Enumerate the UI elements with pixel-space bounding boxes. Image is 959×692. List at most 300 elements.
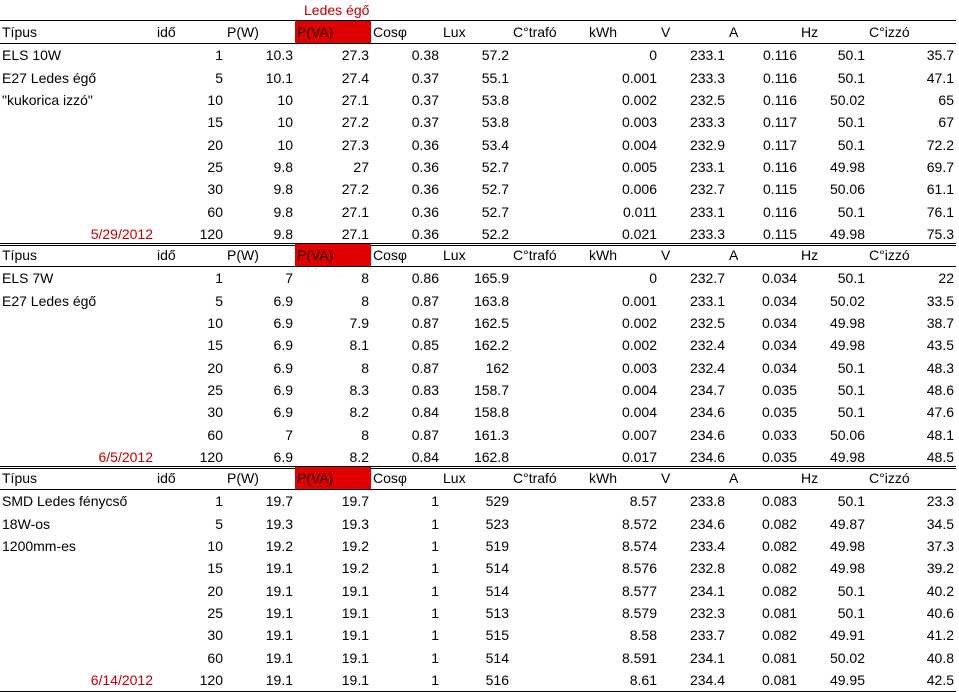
cell-voltage: 232.9	[689, 136, 725, 153]
cell-power-w: 6.9	[273, 292, 293, 309]
cell-time: 120	[155, 446, 225, 469]
cell-lux: 162.8	[441, 446, 511, 469]
measurement-table-3	[0, 466, 956, 692]
cell-bulb-temp: 40.8	[926, 649, 954, 666]
cell-lux: 516	[441, 669, 511, 692]
cell-trafo-temp	[511, 290, 587, 312]
cell-frequency: 50.1	[837, 69, 865, 86]
cell-power-w: 6.9	[273, 359, 293, 376]
cell-cos-phi: 0.83	[411, 381, 439, 398]
cell-kwh: 8.58	[629, 627, 657, 644]
cell-bulb-temp: 48.3	[926, 359, 954, 376]
cell-power-w: 6.9	[273, 337, 293, 354]
cell-power-va: 7.9	[349, 315, 369, 332]
cell-lux: 514	[485, 649, 509, 666]
header-time: idő	[155, 467, 225, 490]
cell-type: 6/14/2012	[0, 669, 155, 692]
cell-kwh: 0.004	[621, 404, 657, 421]
cell-type	[0, 356, 155, 378]
table-row	[0, 557, 956, 579]
header-type: Típus	[0, 244, 155, 267]
cell-bulb-temp: 40.2	[926, 582, 954, 599]
cell-time: 30	[207, 404, 223, 421]
cell-kwh: 0.021	[587, 223, 659, 246]
cell-kwh: 0.017	[587, 446, 659, 469]
cell-kwh: 8.576	[621, 560, 657, 577]
cell-power-w: 19.1	[265, 582, 293, 599]
cell-trafo-temp	[511, 602, 587, 624]
cell-frequency: 50.1	[837, 604, 865, 621]
cell-cos-phi: 0.37	[411, 69, 439, 86]
cell-voltage: 234.7	[689, 381, 725, 398]
cell-trafo-temp	[511, 379, 587, 401]
cell-voltage: 233.1	[689, 203, 725, 220]
cell-power-w: 9.8	[273, 158, 293, 175]
cell-power-va: 8	[361, 270, 369, 287]
cell-voltage: 233.3	[689, 114, 725, 131]
cell-cos-phi: 0.36	[411, 203, 439, 220]
table-row	[0, 133, 956, 155]
cell-bulb-temp: 23.3	[926, 493, 954, 510]
table-row	[0, 535, 956, 557]
header-frequency: Hz	[799, 467, 867, 490]
cell-kwh: 0.003	[621, 359, 657, 376]
header-row	[0, 21, 956, 44]
header-current: A	[727, 467, 799, 490]
header-voltage: V	[659, 21, 727, 44]
cell-current: 0.081	[727, 669, 799, 692]
cell-trafo-temp	[511, 356, 587, 378]
cell-bulb-temp: 43.5	[926, 337, 954, 354]
cell-lux: 53.8	[481, 114, 509, 131]
cell-current: 0.082	[761, 582, 797, 599]
cell-time: 10	[207, 538, 223, 555]
cell-power-w: 19.1	[265, 627, 293, 644]
cell-cos-phi: 1	[431, 582, 439, 599]
cell-type	[0, 312, 155, 334]
cell-cos-phi: 0.37	[411, 92, 439, 109]
header-frequency: Hz	[799, 244, 867, 267]
cell-current: 0.115	[763, 181, 797, 198]
cell-voltage: 232.4	[689, 337, 725, 354]
cell-power-w: 9.8	[225, 223, 295, 246]
sheet-title: Ledes égő	[304, 2, 370, 18]
cell-lux: 165.9	[473, 270, 509, 287]
cell-power-w: 10	[277, 136, 293, 153]
header-lux: Lux	[441, 467, 511, 490]
table-row	[0, 156, 956, 178]
cell-power-va: 19.1	[295, 669, 371, 692]
cell-current: 0.117	[763, 136, 797, 153]
cell-type: 5/29/2012	[0, 223, 155, 246]
cell-kwh: 8.579	[621, 604, 657, 621]
cell-power-va: 19.2	[341, 560, 369, 577]
cell-time: 10	[207, 92, 223, 109]
cell-current: 0.115	[727, 223, 799, 246]
cell-cos-phi: 1	[431, 649, 439, 666]
cell-cos-phi: 1	[431, 604, 439, 621]
cell-trafo-temp	[511, 624, 587, 646]
header-power-w: P(W)	[225, 21, 295, 44]
cell-kwh: 0.005	[621, 158, 657, 175]
cell-trafo-temp	[511, 334, 587, 356]
table-row	[0, 579, 956, 601]
cell-power-w: 6.9	[273, 404, 293, 421]
cell-cos-phi: 1	[431, 493, 439, 510]
cell-power-w: 6.9	[273, 315, 293, 332]
cell-frequency: 50.02	[829, 649, 865, 666]
cell-kwh: 0.003	[621, 114, 657, 131]
cell-lux: 52.7	[481, 203, 509, 220]
cell-time: 5	[215, 515, 223, 532]
cell-time: 1	[215, 493, 223, 510]
cell-time: 25	[207, 604, 223, 621]
cell-bulb-temp: 48.5	[867, 446, 956, 469]
table-row	[0, 267, 956, 290]
cell-time: 30	[207, 627, 223, 644]
header-bulb-temp: C°izzó	[867, 21, 956, 44]
cell-power-va: 8.2	[295, 446, 371, 469]
header-type: Típus	[0, 467, 155, 490]
cell-current: 0.034	[761, 315, 797, 332]
cell-cos-phi: 0.38	[411, 47, 439, 64]
cell-power-va: 8.1	[349, 337, 369, 354]
cell-voltage: 234.6	[689, 515, 725, 532]
cell-current: 0.083	[761, 493, 797, 510]
cell-bulb-temp: 37.3	[926, 538, 954, 555]
cell-trafo-temp	[511, 312, 587, 334]
cell-cos-phi: 1	[371, 669, 441, 692]
cell-power-w: 10	[277, 92, 293, 109]
cell-cos-phi: 0.84	[371, 446, 441, 469]
table-row	[0, 111, 956, 133]
header-power-va: P(VA)	[295, 244, 371, 267]
cell-lux: 162.2	[473, 337, 509, 354]
cell-frequency: 49.91	[829, 627, 865, 644]
cell-current: 0.034	[761, 359, 797, 376]
cell-kwh: 0.007	[621, 426, 657, 443]
cell-power-va: 27.1	[341, 203, 369, 220]
table-row	[0, 423, 956, 445]
cell-voltage: 232.7	[689, 270, 725, 287]
cell-voltage: 232.4	[689, 359, 725, 376]
table-row	[0, 401, 956, 423]
cell-lux: 529	[485, 493, 509, 510]
cell-kwh: 0.002	[621, 315, 657, 332]
cell-trafo-temp	[511, 178, 587, 200]
cell-power-va: 19.1	[341, 582, 369, 599]
cell-voltage: 233.3	[659, 223, 727, 246]
cell-trafo-temp	[511, 401, 587, 423]
cell-power-va: 27.4	[341, 69, 369, 86]
cell-power-va: 8	[361, 292, 369, 309]
cell-bulb-temp: 61.1	[926, 181, 954, 198]
cell-trafo-temp	[511, 579, 587, 601]
cell-power-w: 7	[285, 426, 293, 443]
cell-frequency: 50.1	[837, 47, 865, 64]
table-row	[0, 290, 956, 312]
cell-power-va: 19.3	[341, 515, 369, 532]
cell-current: 0.082	[761, 538, 797, 555]
cell-trafo-temp	[511, 669, 587, 692]
cell-kwh: 8.574	[621, 538, 657, 555]
table-row	[0, 624, 956, 646]
cell-voltage: 233.7	[689, 627, 725, 644]
header-bulb-temp: C°izzó	[867, 244, 956, 267]
table-row	[0, 89, 956, 111]
cell-power-w: 10	[277, 114, 293, 131]
cell-frequency: 50.1	[837, 381, 865, 398]
cell-current: 0.081	[761, 649, 797, 666]
cell-time: 20	[207, 582, 223, 599]
cell-time: 120	[155, 223, 225, 246]
cell-lux: 57.2	[481, 47, 509, 64]
cell-kwh: 0.001	[621, 292, 657, 309]
cell-bulb-temp: 47.1	[926, 69, 954, 86]
header-lux: Lux	[441, 244, 511, 267]
cell-power-va: 27	[353, 158, 369, 175]
cell-bulb-temp: 38.7	[926, 315, 954, 332]
cell-power-w: 19.7	[265, 493, 293, 510]
cell-bulb-temp: 76.1	[926, 203, 954, 220]
cell-power-va: 8.2	[349, 404, 369, 421]
header-trafo-temp: C°trafó	[511, 244, 587, 267]
cell-lux: 161.3	[473, 426, 509, 443]
cell-cos-phi: 0.37	[411, 114, 439, 131]
cell-power-w: 19.2	[265, 538, 293, 555]
cell-time: 60	[207, 426, 223, 443]
cell-voltage: 232.5	[689, 315, 725, 332]
table-row	[0, 379, 956, 401]
cell-kwh: 0.006	[621, 181, 657, 198]
cell-cos-phi: 1	[431, 627, 439, 644]
table-row	[0, 490, 956, 513]
cell-type: E27 Ledes égő	[2, 69, 97, 86]
cell-type	[0, 423, 155, 445]
cell-type: ELS 10W	[2, 47, 62, 64]
cell-power-w: 10.3	[265, 47, 293, 64]
cell-current: 0.116	[763, 158, 797, 175]
cell-cos-phi: 0.36	[411, 136, 439, 153]
cell-voltage: 232.5	[689, 92, 725, 109]
cell-cos-phi: 1	[431, 538, 439, 555]
cell-power-w: 19.3	[265, 515, 293, 532]
cell-trafo-temp	[511, 513, 587, 535]
cell-cos-phi: 1	[431, 560, 439, 577]
cell-frequency: 49.98	[829, 337, 865, 354]
cell-type	[0, 334, 155, 356]
cell-trafo-temp	[511, 646, 587, 668]
table-row	[0, 312, 956, 334]
cell-frequency: 49.98	[799, 223, 867, 246]
cell-power-va: 27.3	[341, 47, 369, 64]
cell-trafo-temp	[511, 89, 587, 111]
cell-trafo-temp	[511, 133, 587, 155]
cell-voltage: 233.8	[689, 493, 725, 510]
cell-power-w: 9.8	[273, 203, 293, 220]
header-row	[0, 244, 956, 267]
cell-lux: 163.8	[473, 292, 509, 309]
cell-frequency: 50.06	[829, 181, 865, 198]
cell-kwh: 8.591	[621, 649, 657, 666]
cell-frequency: 50.1	[837, 114, 865, 131]
cell-current: 0.116	[763, 47, 797, 64]
cell-lux: 162	[485, 359, 509, 376]
cell-voltage: 234.6	[689, 404, 725, 421]
cell-voltage: 234.4	[659, 669, 727, 692]
cell-trafo-temp	[511, 423, 587, 445]
cell-current: 0.034	[761, 337, 797, 354]
cell-type: SMD Ledes fénycső	[2, 493, 128, 510]
cell-kwh: 8.57	[629, 493, 657, 510]
cell-power-va: 19.1	[341, 627, 369, 644]
cell-trafo-temp	[511, 111, 587, 133]
cell-frequency: 49.98	[829, 538, 865, 555]
cell-current: 0.035	[761, 381, 797, 398]
cell-bulb-temp: 48.1	[926, 426, 954, 443]
cell-frequency: 50.1	[837, 582, 865, 599]
cell-voltage: 233.4	[689, 538, 725, 555]
cell-power-va: 27.1	[341, 92, 369, 109]
cell-type: ELS 7W	[2, 270, 54, 287]
cell-frequency: 50.02	[829, 292, 865, 309]
cell-lux: 158.7	[473, 381, 509, 398]
cell-frequency: 49.98	[829, 315, 865, 332]
cell-power-va: 27.1	[295, 223, 371, 246]
cell-bulb-temp: 65	[938, 92, 954, 109]
cell-lux: 52.7	[481, 158, 509, 175]
cell-type	[0, 379, 155, 401]
header-kwh: kWh	[587, 467, 659, 490]
cell-voltage: 232.7	[689, 181, 725, 198]
cell-frequency: 49.98	[829, 560, 865, 577]
cell-kwh: 0.002	[621, 337, 657, 354]
cell-type	[0, 178, 155, 200]
cell-kwh: 0.004	[621, 381, 657, 398]
cell-frequency: 50.1	[837, 203, 865, 220]
cell-type: 1200mm-es	[2, 538, 76, 555]
cell-cos-phi: 0.36	[371, 223, 441, 246]
cell-lux: 162.5	[473, 315, 509, 332]
cell-bulb-temp: 39.2	[926, 560, 954, 577]
cell-frequency: 49.95	[799, 669, 867, 692]
cell-lux: 52.7	[481, 181, 509, 198]
cell-cos-phi: 0.86	[411, 270, 439, 287]
cell-kwh: 0	[649, 270, 657, 287]
cell-voltage: 233.1	[689, 292, 725, 309]
cell-type: E27 Ledes égő	[2, 292, 97, 309]
cell-voltage: 234.6	[689, 426, 725, 443]
header-type: Típus	[0, 21, 155, 44]
cell-frequency: 49.87	[829, 515, 865, 532]
header-cos-phi: Cosφ	[371, 467, 441, 490]
header-row	[0, 467, 956, 490]
cell-type: "kukorica izzó"	[2, 92, 93, 109]
cell-current: 0.117	[763, 114, 797, 131]
cell-power-va: 8	[361, 426, 369, 443]
table-row	[0, 200, 956, 222]
table-row	[0, 178, 956, 200]
cell-kwh: 0.004	[621, 136, 657, 153]
cell-lux: 523	[485, 515, 509, 532]
cell-time: 10	[207, 315, 223, 332]
cell-voltage: 234.6	[659, 446, 727, 469]
cell-lux: 55.1	[481, 69, 509, 86]
cell-time: 15	[207, 114, 223, 131]
cell-trafo-temp	[511, 200, 587, 222]
cell-trafo-temp	[511, 557, 587, 579]
cell-voltage: 232.8	[689, 560, 725, 577]
header-trafo-temp: C°trafó	[511, 21, 587, 44]
header-voltage: V	[659, 244, 727, 267]
cell-power-w: 7	[285, 270, 293, 287]
table-row	[0, 602, 956, 624]
cell-power-va: 27.2	[341, 114, 369, 131]
cell-current: 0.116	[763, 92, 797, 109]
cell-power-w: 10.1	[265, 69, 293, 86]
cell-kwh: 0	[649, 47, 657, 64]
cell-time: 25	[207, 158, 223, 175]
cell-lux: 513	[485, 604, 509, 621]
cell-lux: 52.2	[441, 223, 511, 246]
cell-kwh: 8.577	[621, 582, 657, 599]
cell-frequency: 49.98	[829, 158, 865, 175]
cell-power-va: 19.1	[341, 649, 369, 666]
cell-current: 0.082	[761, 627, 797, 644]
cell-current: 0.035	[761, 404, 797, 421]
cell-time: 5	[215, 69, 223, 86]
cell-type	[0, 156, 155, 178]
cell-current: 0.034	[761, 270, 797, 287]
measurement-table-2	[0, 243, 956, 469]
cell-bulb-temp: 22	[938, 270, 954, 287]
header-current: A	[727, 21, 799, 44]
cell-bulb-temp: 48.6	[926, 381, 954, 398]
table-row	[0, 669, 956, 692]
cell-bulb-temp: 41.2	[926, 627, 954, 644]
cell-type	[0, 557, 155, 579]
cell-power-w: 6.9	[273, 381, 293, 398]
cell-voltage: 233.1	[689, 158, 725, 175]
cell-power-va: 8	[361, 359, 369, 376]
cell-type	[0, 200, 155, 222]
header-power-w: P(W)	[225, 244, 295, 267]
cell-trafo-temp	[511, 67, 587, 89]
cell-lux: 53.8	[481, 92, 509, 109]
cell-cos-phi: 0.87	[411, 315, 439, 332]
cell-bulb-temp: 33.5	[926, 292, 954, 309]
cell-current: 0.081	[761, 604, 797, 621]
cell-time: 15	[207, 560, 223, 577]
cell-time: 15	[207, 337, 223, 354]
table-row	[0, 646, 956, 668]
cell-type	[0, 646, 155, 668]
header-cos-phi: Cosφ	[371, 21, 441, 44]
cell-lux: 515	[485, 627, 509, 644]
table-row	[0, 356, 956, 378]
header-kwh: kWh	[587, 21, 659, 44]
cell-power-va: 19.1	[341, 604, 369, 621]
cell-power-va: 27.2	[341, 181, 369, 198]
header-time: idő	[155, 244, 225, 267]
measurement-table-1	[0, 20, 956, 246]
cell-kwh: 8.572	[621, 515, 657, 532]
cell-time: 5	[215, 292, 223, 309]
cell-frequency: 50.1	[837, 270, 865, 287]
cell-voltage: 233.3	[689, 69, 725, 86]
cell-time: 1	[215, 47, 223, 64]
cell-kwh: 0.002	[621, 92, 657, 109]
